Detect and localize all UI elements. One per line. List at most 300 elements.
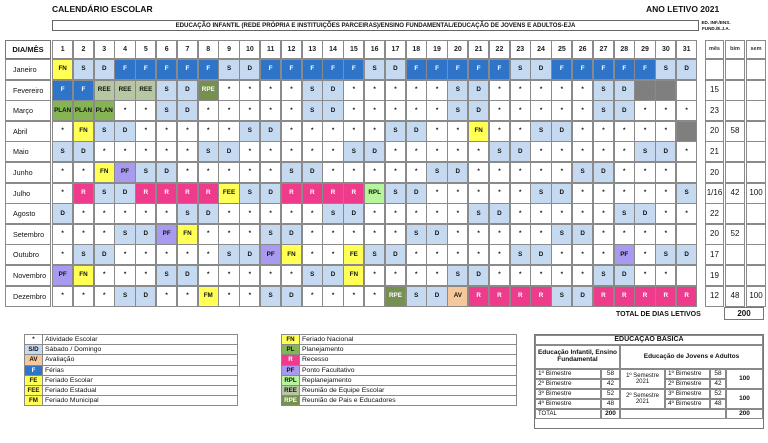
day-cell: *	[177, 244, 198, 265]
day-cell: S	[114, 224, 135, 245]
day-cell: S	[156, 100, 177, 121]
month-count: 20	[705, 162, 724, 183]
day-cell: D	[239, 244, 260, 265]
day-cell: *	[343, 162, 364, 183]
educacao-basica-panel	[534, 334, 764, 429]
day-cell: *	[302, 121, 323, 142]
day-cell: S	[198, 141, 219, 162]
eb-row1-value: 58	[601, 369, 620, 379]
day-cell	[676, 80, 697, 101]
day-cell	[676, 162, 697, 183]
legend-code: F	[25, 365, 43, 375]
day-cell: *	[551, 100, 572, 121]
month-count: 23	[705, 100, 724, 121]
day-cell: *	[572, 203, 593, 224]
legend-code: FEE	[25, 385, 43, 395]
month-count: 17	[705, 244, 724, 265]
bimester-count: 42	[725, 183, 745, 204]
day-cell: *	[406, 265, 427, 286]
day-cell: *	[614, 224, 635, 245]
day-cell: *	[73, 162, 94, 183]
day-cell: *	[530, 141, 551, 162]
day-cell: PF	[614, 244, 635, 265]
day-cell: S	[52, 141, 73, 162]
day-cell: R	[593, 286, 614, 307]
day-cell: F	[73, 80, 94, 101]
day-cell: *	[572, 121, 593, 142]
day-cell: D	[614, 100, 635, 121]
day-cell: *	[593, 203, 614, 224]
day-cell: FN	[73, 265, 94, 286]
day-cell: *	[260, 141, 281, 162]
day-cell: *	[551, 141, 572, 162]
day-cell: *	[198, 121, 219, 142]
day-cell: F	[260, 59, 281, 80]
day-cell: *	[614, 141, 635, 162]
day-cell: *	[406, 203, 427, 224]
month-count: 1/16	[705, 183, 724, 204]
legend-row	[25, 396, 238, 406]
day-cell: *	[52, 162, 73, 183]
day-cell: S	[135, 162, 156, 183]
day-header: 13	[302, 40, 323, 59]
day-cell: *	[177, 141, 198, 162]
semester-count	[746, 203, 766, 224]
day-cell: F	[426, 59, 447, 80]
day-cell: D	[530, 244, 551, 265]
day-cell: *	[634, 224, 655, 245]
legend-code: REE	[282, 385, 300, 395]
day-cell: *	[510, 80, 531, 101]
day-cell: D	[385, 244, 406, 265]
day-cell: *	[572, 183, 593, 204]
day-cell: F	[447, 59, 468, 80]
bimester-count: 48	[725, 286, 745, 307]
day-cell: FN	[343, 265, 364, 286]
day-cell: S	[218, 59, 239, 80]
legend-label: Reunião de Equipe Escolar	[300, 385, 517, 395]
day-cell: D	[364, 141, 385, 162]
day-cell: *	[177, 286, 198, 307]
day-cell: R	[281, 183, 302, 204]
day-cell: F	[177, 59, 198, 80]
day-header: 21	[468, 40, 489, 59]
day-cell: D	[385, 59, 406, 80]
day-cell: *	[260, 80, 281, 101]
day-cell: *	[530, 265, 551, 286]
day-cell: *	[114, 265, 135, 286]
eb-grand-total-spacer	[620, 409, 726, 419]
day-cell: *	[177, 162, 198, 183]
day-cell: *	[239, 100, 260, 121]
day-cell: *	[94, 141, 115, 162]
day-cell: S	[385, 183, 406, 204]
day-cell: S	[510, 244, 531, 265]
day-cell: FN	[281, 244, 302, 265]
day-cell: *	[52, 224, 73, 245]
day-cell: D	[177, 265, 198, 286]
day-cell: *	[218, 162, 239, 183]
day-cell: R	[655, 286, 676, 307]
day-cell: D	[551, 121, 572, 142]
legend-right	[281, 334, 517, 406]
col-month-header: mês	[705, 40, 724, 59]
day-cell: *	[447, 203, 468, 224]
day-cell: *	[364, 203, 385, 224]
day-cell: D	[426, 224, 447, 245]
day-cell: FN	[94, 162, 115, 183]
day-cell: *	[135, 100, 156, 121]
day-cell: D	[322, 80, 343, 101]
legend-code: R	[282, 355, 300, 365]
legend-row	[25, 355, 238, 365]
legend-code: PL	[282, 345, 300, 355]
day-cell: F	[343, 59, 364, 80]
legend-label: Feriado Estadual	[43, 385, 238, 395]
day-cell: S	[530, 121, 551, 142]
month-count: 21	[705, 141, 724, 162]
day-cell: *	[52, 286, 73, 307]
day-cell: *	[593, 244, 614, 265]
day-cell: S	[593, 80, 614, 101]
day-cell: FM	[198, 286, 219, 307]
day-cell: D	[218, 141, 239, 162]
legend-label: Feriado Escolar	[43, 375, 238, 385]
day-cell: *	[489, 224, 510, 245]
day-cell: *	[114, 100, 135, 121]
day-cell: *	[510, 224, 531, 245]
legend-code: RPL	[282, 375, 300, 385]
day-cell: FE	[343, 244, 364, 265]
day-cell: R	[634, 286, 655, 307]
day-cell: D	[281, 224, 302, 245]
legend-row	[25, 335, 238, 345]
day-cell: D	[302, 162, 323, 183]
legend-code: RPE	[282, 396, 300, 406]
day-cell: *	[510, 183, 531, 204]
legend-code: S/D	[25, 345, 43, 355]
day-header: 2	[73, 40, 94, 59]
day-header: 30	[655, 40, 676, 59]
day-cell: *	[406, 80, 427, 101]
day-cell: *	[73, 224, 94, 245]
legend-code: *	[25, 335, 43, 345]
day-cell: D	[114, 121, 135, 142]
day-cell: *	[489, 121, 510, 142]
day-header: 15	[343, 40, 364, 59]
legend-label: Recesso	[300, 355, 517, 365]
day-header: 11	[260, 40, 281, 59]
day-cell: AV	[447, 286, 468, 307]
semester-count: 100	[746, 286, 766, 307]
corner-label: DIA/MÊS	[5, 40, 51, 59]
legend-row	[282, 345, 517, 355]
day-cell: *	[385, 224, 406, 245]
day-cell: R	[614, 286, 635, 307]
day-cell: *	[406, 162, 427, 183]
legend-row	[282, 396, 517, 406]
month-label: Julho	[5, 183, 51, 204]
semester-count	[746, 59, 766, 80]
day-cell: D	[156, 162, 177, 183]
eb-row3-value: 52	[601, 389, 620, 399]
day-cell	[634, 80, 655, 101]
day-cell: *	[426, 183, 447, 204]
legend-code: FE	[25, 375, 43, 385]
day-cell: D	[614, 265, 635, 286]
day-cell: *	[634, 121, 655, 142]
day-cell: D	[489, 203, 510, 224]
day-cell: S	[260, 286, 281, 307]
day-cell: S	[572, 162, 593, 183]
eb-eja-row2-label: 2º Bimestre	[665, 379, 710, 389]
eb-eja-row3-label: 3º Bimestre	[665, 389, 710, 399]
day-cell: *	[489, 162, 510, 183]
day-cell: RPL	[364, 183, 385, 204]
legend-code: PF	[282, 365, 300, 375]
day-cell: R	[135, 183, 156, 204]
day-cell: *	[447, 183, 468, 204]
day-cell: *	[218, 100, 239, 121]
day-cell: *	[114, 203, 135, 224]
day-cell: *	[239, 141, 260, 162]
day-cell: R	[510, 286, 531, 307]
legend-label: Feriado Nacional	[300, 335, 517, 345]
day-header: 23	[510, 40, 531, 59]
eb-eja-row1-label: 1º Bimestre	[665, 369, 710, 379]
legend-label: Ponto Facultativo	[300, 365, 517, 375]
day-cell: *	[364, 265, 385, 286]
eb-row4-value: 48	[601, 399, 620, 409]
semester-count	[746, 265, 766, 286]
day-cell: S	[530, 183, 551, 204]
day-cell: D	[177, 100, 198, 121]
day-header: 27	[593, 40, 614, 59]
day-cell: *	[655, 203, 676, 224]
day-cell: *	[551, 244, 572, 265]
day-cell: D	[73, 141, 94, 162]
day-cell: *	[530, 162, 551, 183]
day-cell: *	[614, 162, 635, 183]
day-cell: R	[322, 183, 343, 204]
day-header: 28	[614, 40, 635, 59]
legend-label: Férias	[43, 365, 238, 375]
day-cell	[676, 224, 697, 245]
day-cell: *	[156, 203, 177, 224]
day-cell: *	[593, 183, 614, 204]
bimester-count	[725, 141, 745, 162]
day-cell: *	[385, 203, 406, 224]
day-cell: S	[447, 100, 468, 121]
day-cell: *	[322, 244, 343, 265]
day-cell: *	[218, 224, 239, 245]
day-cell: *	[634, 162, 655, 183]
day-cell: *	[551, 80, 572, 101]
day-cell: *	[385, 80, 406, 101]
semester-count	[746, 162, 766, 183]
day-cell: S	[73, 59, 94, 80]
total-value: 200	[724, 307, 764, 320]
day-cell: D	[322, 100, 343, 121]
day-header: 12	[281, 40, 302, 59]
day-cell: S	[73, 244, 94, 265]
day-cell: *	[94, 286, 115, 307]
day-cell: R	[489, 286, 510, 307]
legend-label: Replanejamento	[300, 375, 517, 385]
day-cell: R	[343, 183, 364, 204]
month-label: Agosto	[5, 203, 51, 224]
month-count: 12	[705, 286, 724, 307]
day-cell: *	[302, 224, 323, 245]
eb-eja-row1-value: 58	[710, 369, 726, 379]
day-cell: S	[489, 141, 510, 162]
day-cell: *	[572, 80, 593, 101]
day-cell: *	[260, 100, 281, 121]
day-cell: *	[302, 286, 323, 307]
day-cell: F	[489, 59, 510, 80]
day-cell: *	[73, 286, 94, 307]
day-cell: *	[281, 121, 302, 142]
day-cell: *	[52, 121, 73, 142]
day-header: 5	[135, 40, 156, 59]
day-header: 9	[218, 40, 239, 59]
day-cell: S	[114, 286, 135, 307]
day-cell: *	[281, 265, 302, 286]
day-cell: S	[593, 265, 614, 286]
day-cell: *	[489, 244, 510, 265]
day-cell: *	[343, 286, 364, 307]
eb-eja-row4-value: 48	[710, 399, 726, 409]
day-cell: *	[676, 141, 697, 162]
day-header: 16	[364, 40, 385, 59]
day-cell: *	[489, 183, 510, 204]
calendar-subtitle: EDUCAÇÃO INFANTIL (REDE PRÓPRIA E INSTITUIÇÕES PARCEIRAS)/ENSINO FUNDAMENTAL/EDUCAÇÃO DE JOVENS E ADULTOS-EJA	[52, 20, 699, 31]
day-cell: S	[426, 162, 447, 183]
day-cell: *	[530, 224, 551, 245]
day-cell: F	[406, 59, 427, 80]
day-cell: D	[260, 183, 281, 204]
day-cell: *	[489, 265, 510, 286]
day-cell: FEE	[218, 183, 239, 204]
day-cell: D	[52, 203, 73, 224]
day-cell: *	[510, 100, 531, 121]
day-cell: D	[406, 183, 427, 204]
day-cell: D	[198, 203, 219, 224]
day-cell: *	[94, 203, 115, 224]
col-bim-header: bim	[725, 40, 745, 59]
day-cell: F	[302, 59, 323, 80]
day-header: 22	[489, 40, 510, 59]
day-cell: S	[676, 183, 697, 204]
day-cell: FN	[52, 59, 73, 80]
day-cell: *	[655, 224, 676, 245]
legend-code: FN	[282, 335, 300, 345]
day-cell: D	[510, 141, 531, 162]
day-cell: *	[114, 141, 135, 162]
day-cell: D	[634, 203, 655, 224]
day-cell: *	[572, 100, 593, 121]
day-cell: *	[426, 141, 447, 162]
day-cell: *	[510, 121, 531, 142]
day-cell: S	[302, 265, 323, 286]
total-label: TOTAL DE DIAS LETIVOS	[616, 311, 701, 318]
day-cell: *	[468, 162, 489, 183]
eb-row2-label: 2º Bimestre	[535, 379, 601, 389]
day-cell: *	[322, 224, 343, 245]
day-cell: R	[156, 183, 177, 204]
eb-eja-row2-value: 42	[710, 379, 726, 389]
day-cell: R	[177, 183, 198, 204]
semester-count	[746, 224, 766, 245]
day-cell: *	[239, 162, 260, 183]
day-cell: *	[156, 244, 177, 265]
header-note: ED. INF./ENS. FUND./E.J.A.	[701, 20, 731, 31]
legend-label: Reunião de Pais e Educadores	[300, 396, 517, 406]
day-cell: D	[94, 244, 115, 265]
day-cell: PF	[260, 244, 281, 265]
day-cell: *	[551, 265, 572, 286]
day-header: 19	[426, 40, 447, 59]
day-cell: *	[156, 121, 177, 142]
day-cell: S	[385, 121, 406, 142]
day-cell: *	[260, 265, 281, 286]
day-cell: *	[426, 100, 447, 121]
day-cell: *	[530, 203, 551, 224]
day-cell: REE	[114, 80, 135, 101]
legend-label: Avaliação	[43, 355, 238, 365]
day-cell: R	[198, 183, 219, 204]
day-cell: F	[135, 59, 156, 80]
day-cell: F	[614, 59, 635, 80]
day-cell: S	[281, 162, 302, 183]
bimester-count	[725, 100, 745, 121]
eb-col2-header: Educação de Jovens e Adultos	[620, 345, 763, 369]
day-cell: D	[406, 121, 427, 142]
day-cell: PLAN	[94, 100, 115, 121]
day-cell: *	[135, 244, 156, 265]
day-cell: *	[468, 183, 489, 204]
day-cell: D	[551, 183, 572, 204]
day-cell: *	[218, 121, 239, 142]
day-cell: *	[198, 100, 219, 121]
day-header: 25	[551, 40, 572, 59]
day-cell: PLAN	[52, 100, 73, 121]
day-cell: *	[447, 141, 468, 162]
legend-label: Atividade Escolar	[43, 335, 238, 345]
day-cell: *	[281, 203, 302, 224]
day-cell: D	[655, 141, 676, 162]
day-cell: *	[510, 265, 531, 286]
day-cell: *	[73, 203, 94, 224]
day-cell: *	[572, 244, 593, 265]
bimester-count	[725, 244, 745, 265]
eb-title: EDUCAÇÃO BÁSICA	[535, 335, 763, 345]
day-cell: *	[385, 162, 406, 183]
day-cell: *	[302, 203, 323, 224]
day-cell: *	[468, 141, 489, 162]
day-cell: S	[551, 286, 572, 307]
day-cell: *	[343, 100, 364, 121]
day-cell: *	[281, 80, 302, 101]
day-cell: R	[468, 286, 489, 307]
day-cell: F	[322, 59, 343, 80]
day-cell: D	[135, 286, 156, 307]
day-cell: D	[260, 121, 281, 142]
day-cell: FN	[177, 224, 198, 245]
day-cell: S	[302, 80, 323, 101]
day-cell: *	[114, 244, 135, 265]
day-cell: *	[364, 162, 385, 183]
